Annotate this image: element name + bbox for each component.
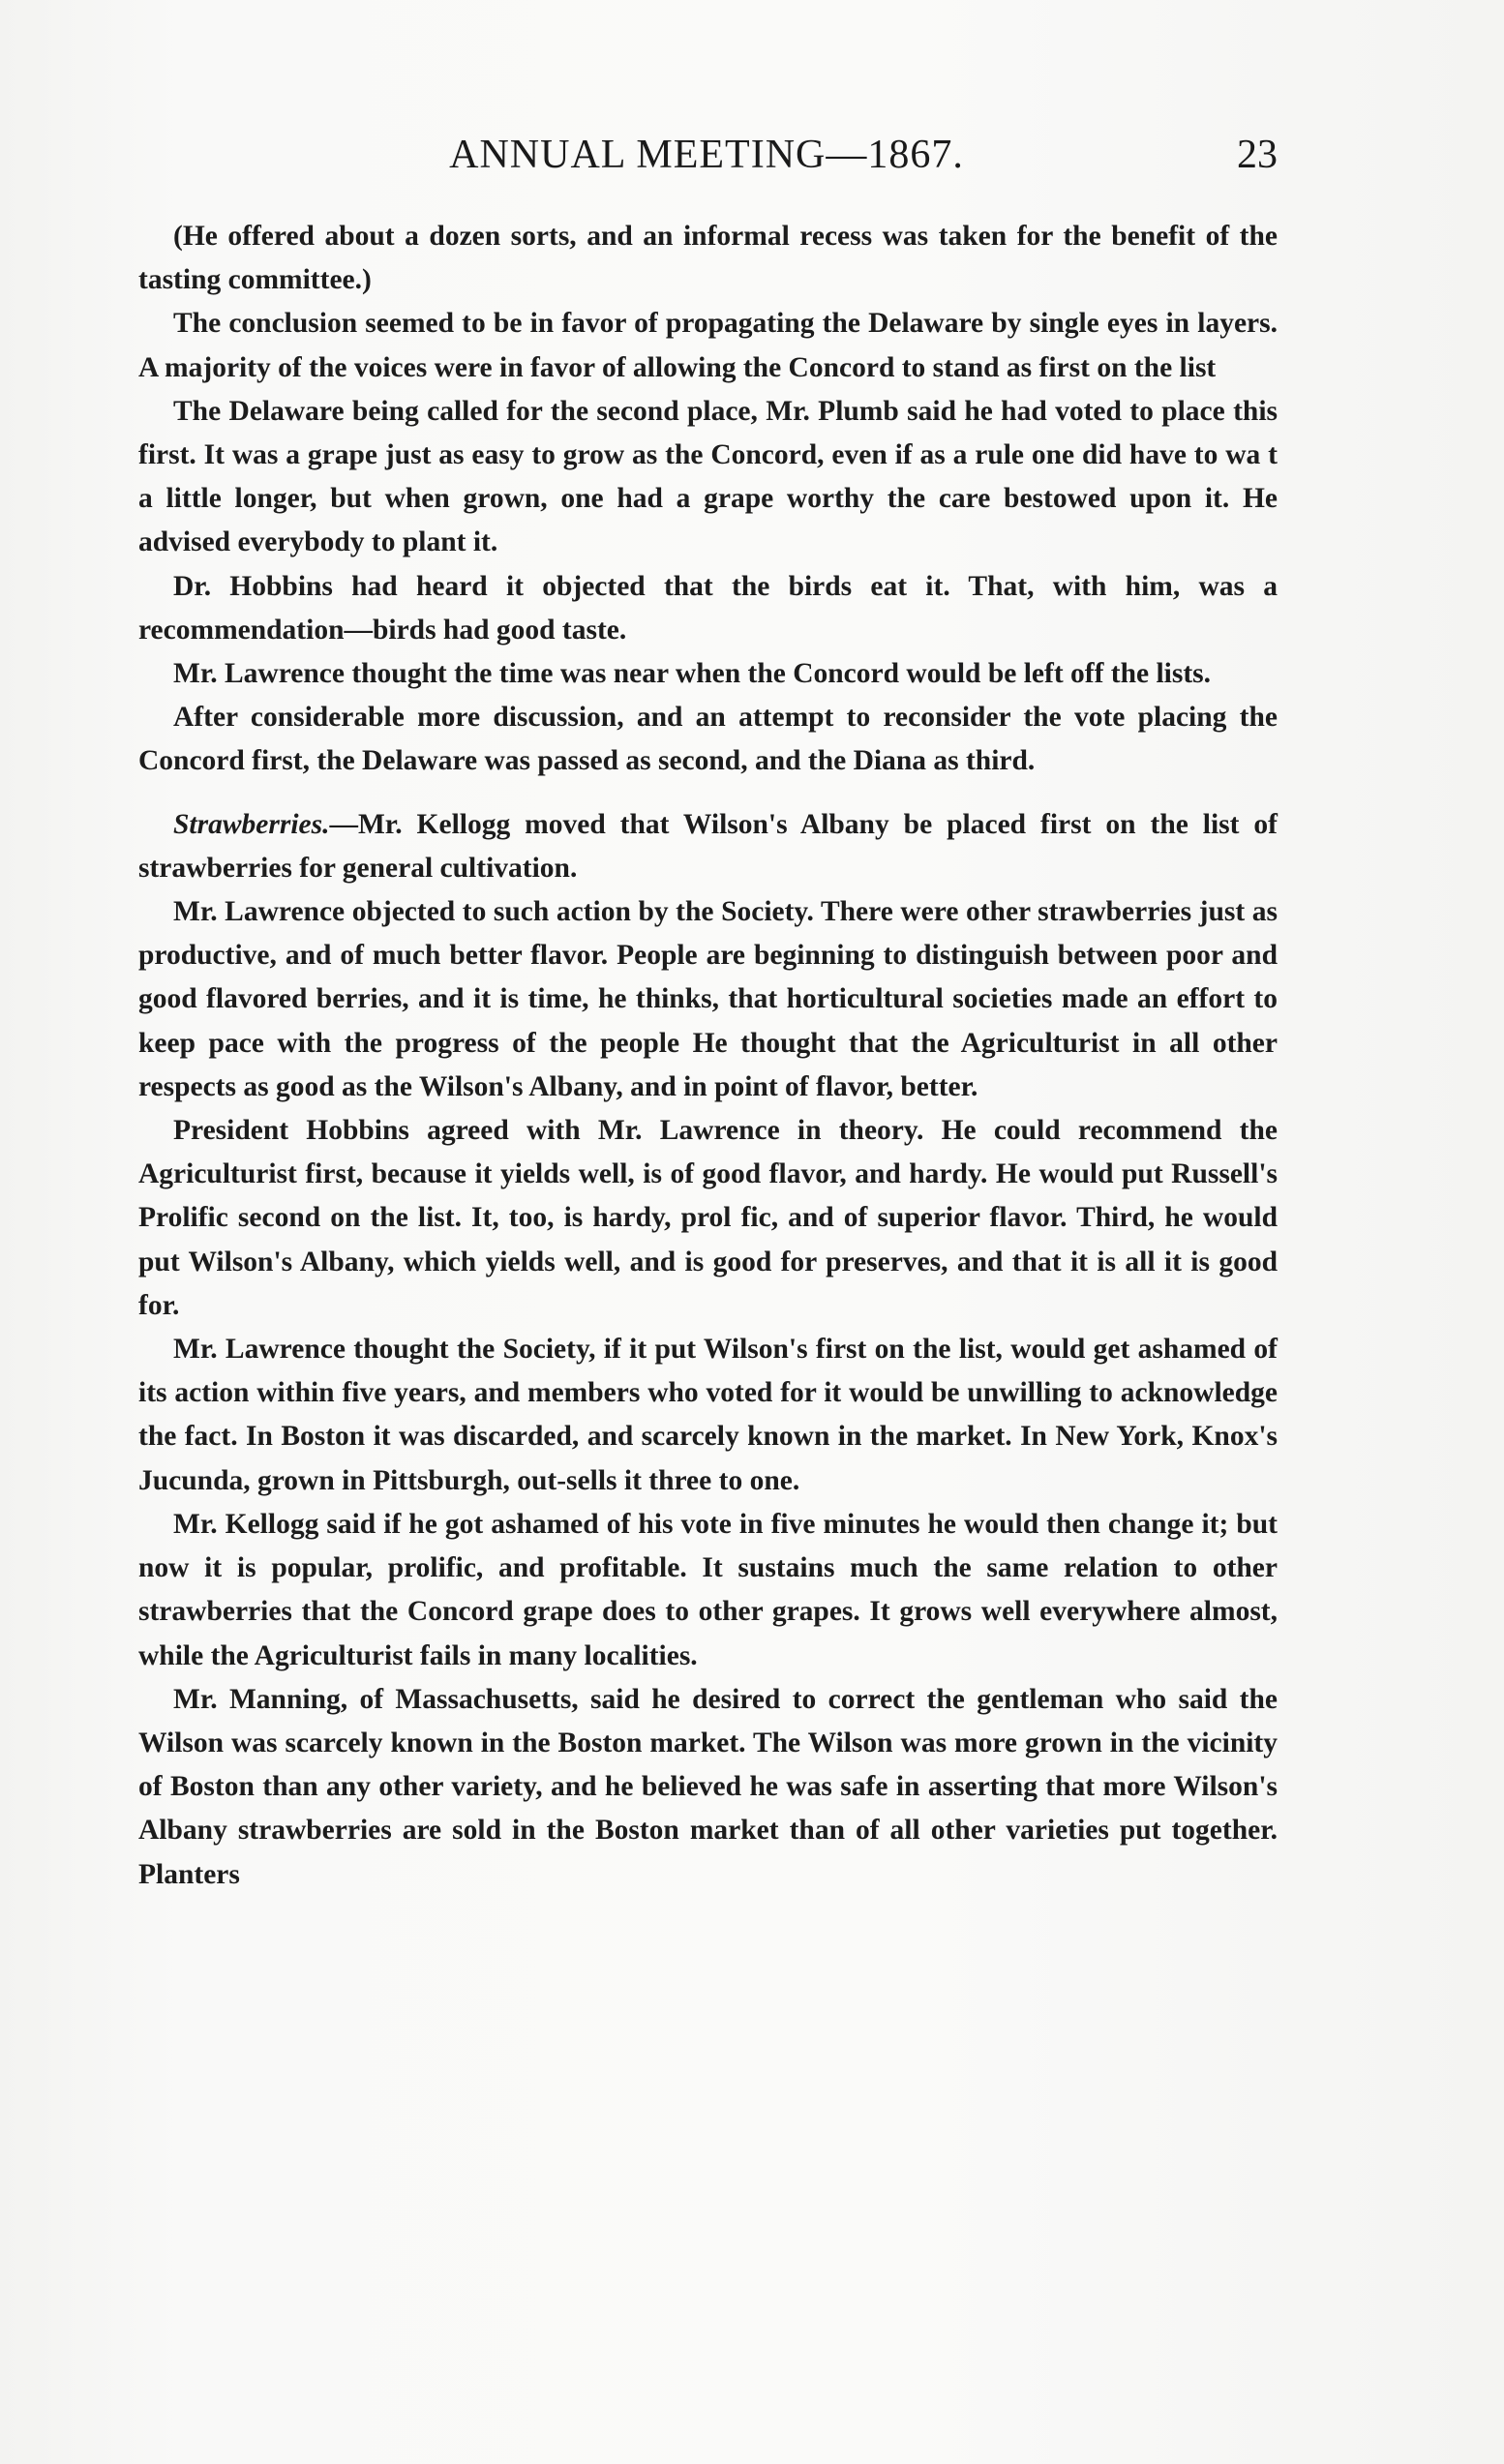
paragraph: The conclusion seemed to be in favor of propagating the Delaware by single eyes in layers. A majority of the voices were in favor of allowing the Concord to stand as first on the list (138, 308, 1278, 383)
strawberries-paragraph (138, 803, 1278, 890)
paragraph: President Hobbins agreed with Mr. Lawrence in theory. He could recommend the Agriculturist first, because it yields well, is of good flavor, and hardy. He would put Russell's Prolific second on the list. It, too, is hardy, prol fic, and of superior flavor. Third, he would put Wilson's Albany, which yields well, and is good for preserves, and that it is all it is good for. (138, 1115, 1278, 1321)
paragraph: Dr. Hobbins had heard it objected that the birds eat it. That, with him, was a recommendation—birds had good taste. (138, 570, 1278, 646)
paragraph: Mr. Lawrence thought the time was near when the Concord would be left off the lists. (173, 658, 1212, 690)
body-text (138, 215, 1278, 1897)
paragraph: The Delaware being called for the second place, Mr. Plumb said he had voted to place this first. It was a grape just as easy to grow as the Concord, even if as a rule one did have to wa t a little longer, but when grown, one had a grape worthy the care bestowed upon it. He advised everybody to plant it. (138, 395, 1278, 558)
paragraph: Mr. Kellogg said if he got ashamed of his vote in five minutes he would then change it; but now it is popular, prolific, and profitable. It sustains much the same relation to other strawberries that the Concord grape does to other grapes. It grows well everywhere almost, while the Agriculturist fails in many localities. (138, 1508, 1278, 1671)
section-heading: Strawberries. (173, 808, 330, 840)
page-number: 23 (1237, 133, 1278, 177)
paragraph: (He offered about a dozen sorts, and an informal recess was taken for the benefit of the tasting committee.) (138, 221, 1278, 296)
paragraph: Mr. Lawrence thought the Society, if it put Wilson's first on the list, would get ashamed of its action within five years, and members who voted for it would be unwilling to acknowledge the fact. In Boston it was discarded, and scarcely known in the market. In New York, Knox's Jucunda, grown in Pittsburgh, out-sells it three to one. (138, 1334, 1278, 1496)
page-header (135, 132, 1278, 190)
section-lead-text: —Mr. Kellogg moved that Wilson's Albany be placed first on the list of strawberries for general cultivation. (138, 808, 1278, 884)
paragraph: Mr. Manning, of Massachusetts, said he desired to correct the gentleman who said the Wilson was scarcely known in the Boston market. The Wilson was more grown in the vicinity of Boston than any other variety, and he believed he was safe in asserting that more Wilson's Albany strawberries are sold in the Boston market than of all other varieties put together. Planters (138, 1683, 1278, 1890)
paragraph: After considerable more discussion, and an attempt to reconsider the vote placing the Concord first, the Delaware was passed as second, and the Diana as third. (138, 702, 1278, 777)
paragraph: Mr. Lawrence objected to such action by the Society. There were other strawberries just as productive, and of much better flavor. People are beginning to distinguish between poor and good flavored berries, and it is time, he thinks, that horticultural societies made an effort to keep pace with the progress of the people He thought that the Agriculturist in all other respects as good as the Wilson's Albany, and in point of flavor, better. (138, 896, 1278, 1102)
running-head: ANNUAL MEETING—1867. (449, 133, 964, 177)
